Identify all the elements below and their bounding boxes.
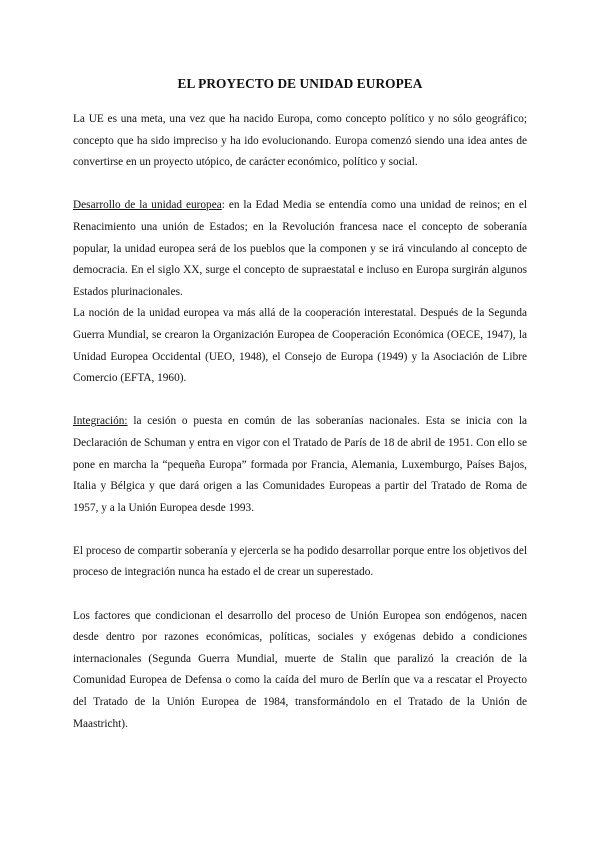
proceso-paragraph: El proceso de compartir soberanía y ejercerla se ha podido desarrollar porque entre los objetivos del proceso de integración nunca ha estado el de crear un superestado. (73, 544, 527, 579)
desarrollo-heading: Desarrollo de la unidad europea (73, 199, 222, 212)
integracion-text: la cesión o puesta en común de las soberanías nacionales. Esta se inicia con la Declaración de Schuman y entra en vigor con el Tratado de París de 18 de abril de 1951. Con ello se pone en marcha la “pequeña Europa” formada por Francia, Alemania, Luxemburgo, Países Bajos, Italia y Bélgica y que dará origen a las Comunidades Europeas a partir del Tratado de Roma de 1957, y a la Unión Europea desde 1993. (73, 415, 527, 514)
document-title: EL PROYECTO DE UNIDAD EUROPEA (177, 76, 423, 91)
desarrollo-paragraph (73, 195, 527, 303)
paragraph-gap (73, 584, 527, 606)
nocion-paragraph: La noción de la unidad europea va más allá de la cooperación interestatal. Después de la Segunda Guerra Mundial, se crearon la Organización Europea de Cooperación Económica (OECE, 1947), la Unidad Europea Occidental (UEO, 1948), el Consejo de Europa (1949) y la Asociación de Libre Comercio (EFTA, 1960). (73, 307, 527, 385)
paragraph-gap (73, 390, 527, 412)
intro-paragraph: La UE es una meta, una vez que ha nacido Europa, como concepto político y no sólo geográfico; concepto que ha sido impreciso y ha ido evolucionando. Europa comenzó siendo una idea antes de convertirse en un proyecto utópico, de carácter económico, político y social. (73, 113, 527, 169)
paragraph-gap (73, 519, 527, 541)
paragraph-gap (73, 174, 527, 196)
factores-paragraph: Los factores que condicionan el desarrollo del proceso de Unión Europea son endógenos, nacen desde dentro por razones económicas, políticas, sociales y exógenas debido a condiciones internacionales (Segunda Guerra Mundial, muerte de Stalin que paralizó la creación de la Comunidad Europea de Defensa o como la caída del muro de Berlín que va a rescatar el Proyecto del Tratado de la Unión Europea de 1984, transformándolo en el Tratado de la Unión de Maastricht). (73, 609, 527, 730)
integracion-paragraph (73, 411, 527, 519)
desarrollo-text: : en la Edad Media se entendía como una unidad de reinos; en el Renacimiento una unión de Estados; en la Revolución francesa nace el concepto de soberanía popular, la unidad europea será de los pueblos que la componen y se irá vinculando al concepto de democracia. En el siglo XX, surge el concepto de supraestatal e incluso en Europa surgirán algunos Estados plurinacionales. (73, 199, 528, 298)
integracion-heading: Integración: (73, 415, 128, 428)
